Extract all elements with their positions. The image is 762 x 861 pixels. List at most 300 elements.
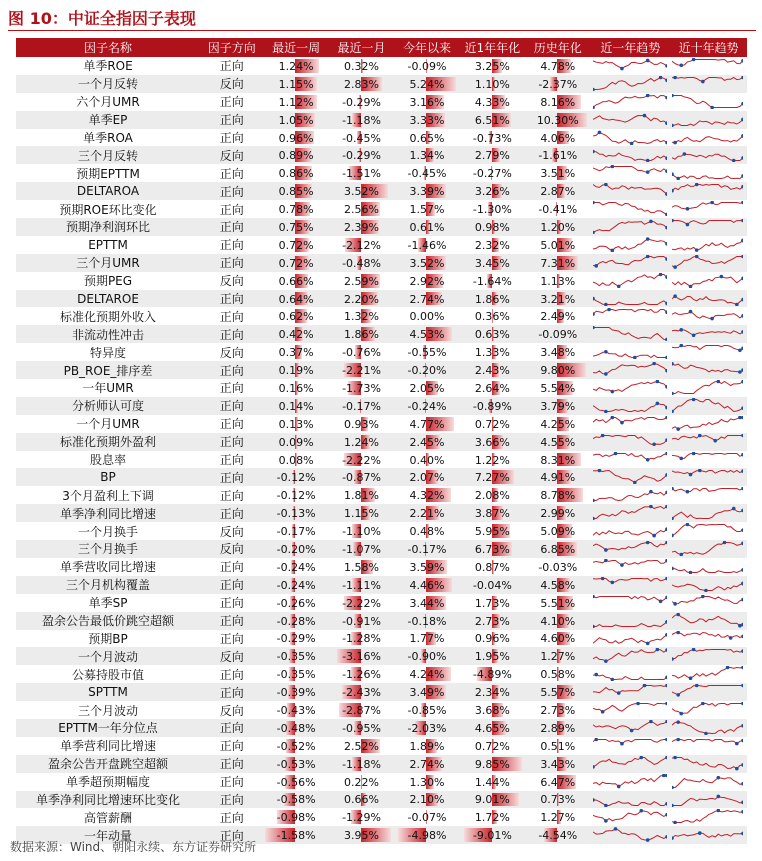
return-cell [263,737,328,755]
return-cell [525,773,590,791]
trend-1y-sparkline [591,647,671,665]
trend-10y-sparkline [670,307,747,325]
trend-1y-sparkline [591,236,671,254]
sparkline-marker [604,302,608,305]
factor-name: 三个月UMR [16,254,200,272]
return-value: -0.55% [407,346,447,360]
trend-1y-sparkline [591,594,671,612]
sparkline-path [593,686,667,694]
return-value: -0.85% [407,704,447,717]
sparkline-marker [741,581,743,585]
return-value: 3.26% [474,185,510,199]
return-cell [394,146,459,164]
factor-direction: 反向 [200,647,263,665]
sparkline [593,255,667,270]
sparkline [593,648,667,663]
factor-direction: 正向 [200,433,263,451]
return-value: -2.87% [342,704,381,717]
factor-direction: 正向 [219,739,244,754]
return-cell [394,719,459,737]
factor-direction: 正向 [219,95,244,110]
sparkline [593,774,667,789]
return-value: -1.26% [342,668,381,682]
return-value: -0.52% [276,739,316,753]
return-value: -0.43% [276,704,316,717]
return-cell [263,218,328,236]
return-cell [525,397,590,415]
return-value: 4.53% [409,328,445,342]
trend-10y-sparkline [670,701,747,719]
return-value: 3.43% [540,757,576,771]
return-value: 0.32% [344,59,379,73]
return-cell [394,236,459,254]
return-value: 2.21% [409,507,445,521]
factor-direction: 反向 [200,540,263,558]
figure-title: 图 10：中证全指因子表现 [8,9,196,28]
return-value: 0.63% [474,328,510,342]
return-cell [263,379,328,397]
trend-1y-sparkline [591,146,671,164]
sparkline-marker [674,265,678,269]
sparkline-marker [649,720,653,723]
trend-1y-sparkline [591,808,671,826]
sparkline-path [593,560,667,565]
return-cell [263,111,328,129]
return-cell [329,665,394,683]
sparkline-marker [665,577,667,580]
return-value: -0.29% [276,632,316,646]
return-value: -1.28% [342,632,381,646]
factor-name: 单季EP [16,111,200,129]
return-value: 3.33% [409,113,445,127]
return-cell [329,486,394,504]
sparkline-path [672,568,743,572]
return-cell [263,773,328,791]
factor-name: 3个月盈利上下调 [62,488,154,503]
sparkline [672,702,743,717]
return-value: 3.79% [540,399,576,413]
factor-direction: 正向 [200,290,263,308]
return-value: 2.52% [344,739,379,753]
factor-name: 一个月UMR [76,417,140,432]
return-value: 2.79% [474,149,510,163]
return-cell [394,129,459,147]
table-row [16,361,747,379]
return-value: 0.98% [474,220,510,234]
factor-name: 一个月换手 [78,524,139,539]
return-cell [460,343,525,361]
table-row [16,182,747,200]
return-value: 0.66% [278,274,314,288]
return-value: 7.27% [474,471,510,485]
return-cell [394,290,459,308]
factor-name: DELTAROA [16,182,200,200]
return-value: -0.48% [276,721,316,735]
return-cell [394,576,459,594]
return-value: 0.19% [278,364,314,378]
return-cell [263,791,328,809]
sparkline-marker [672,123,674,126]
trend-1y-sparkline [591,701,671,719]
return-cell [460,630,525,648]
trend-10y-sparkline [670,129,747,147]
sparkline [593,183,667,198]
sparkline-marker [695,248,699,252]
sparkline-marker [701,595,705,598]
return-value: 1.33% [474,346,510,360]
return-cell [525,486,590,504]
return-value: 2.20% [344,292,379,306]
sparkline-marker [717,794,721,798]
return-cell [329,325,394,343]
return-cell [263,75,328,93]
return-value: 3.39% [409,185,445,199]
return-cell [525,612,590,630]
return-cell [329,57,394,75]
trend-1y-sparkline [591,200,671,218]
return-cell [460,468,525,486]
sparkline [672,774,743,789]
return-value: -0.24% [276,560,316,574]
sparkline-marker [741,832,743,836]
return-value: -0.91% [342,614,381,628]
sparkline [593,469,667,484]
return-cell [460,826,525,844]
sparkline-marker [649,490,653,494]
return-cell [460,791,525,809]
return-value: 2.45% [409,435,445,449]
sparkline-marker [683,153,687,157]
sparkline-marker [594,264,598,268]
sparkline-path [672,256,743,267]
return-cell [394,522,459,540]
return-value: 0.48% [409,525,445,539]
return-cell [460,93,525,111]
sparkline-path [593,471,667,483]
return-value: 1.20% [540,220,576,234]
sparkline-path [593,167,667,173]
return-cell [329,182,394,200]
sparkline-marker [677,720,681,724]
return-cell [525,683,590,701]
return-cell [525,755,590,773]
sparkline-marker [610,678,614,681]
sparkline-path [672,686,743,695]
table-row [16,665,747,683]
return-value: 3.52% [344,185,379,199]
factor-direction: 反向 [200,75,263,93]
factor-name: 标准化预期外收入 [60,309,157,324]
return-value: -2.22% [342,596,381,610]
return-value: -0.26% [276,596,316,610]
factor-name: 高管薪酬 [84,810,133,825]
factor-name: BP [16,468,200,486]
trend-10y-sparkline [670,576,747,594]
sparkline-path [672,489,743,492]
return-value: -0.17% [407,542,447,556]
sparkline-marker [692,648,696,651]
sparkline-path [593,507,667,519]
sparkline-marker [674,821,678,824]
sparkline [672,756,743,771]
return-value: -0.18% [407,614,447,628]
return-cell [460,164,525,182]
return-value: 1.05% [278,113,314,127]
return-cell [263,451,328,469]
return-cell [329,826,394,844]
return-value: 9.01% [474,793,510,807]
return-value: 3.48% [540,346,576,360]
trend-1y-sparkline [591,630,671,648]
trend-10y-sparkline [670,558,747,576]
return-cell [460,290,525,308]
return-cell [525,57,590,75]
sparkline-marker [672,785,674,788]
return-value: 3.59% [409,560,445,574]
return-value: 1.77% [409,632,445,646]
sparkline-marker [620,67,624,71]
sparkline-marker [704,732,708,735]
return-cell [263,415,328,433]
sparkline-marker [613,827,617,831]
sparkline [672,505,743,520]
table-row [16,630,747,648]
return-value: 0.72% [278,238,314,252]
return-cell [394,737,459,755]
table-row [16,683,747,701]
return-value: 1.24% [278,59,314,73]
sparkline-path [593,274,667,286]
trend-10y-sparkline [670,218,747,236]
sparkline-marker [607,308,611,311]
factor-name: 一个月波动 [16,647,200,665]
trend-1y-sparkline [591,433,671,451]
sparkline-marker [741,416,743,419]
sparkline-path [672,596,743,603]
sparkline-marker [655,380,659,383]
header-row [16,38,747,57]
return-value: -1.73% [342,381,381,395]
sparkline-marker [600,710,604,714]
sparkline-marker [738,624,742,628]
sparkline-marker [692,452,696,455]
sparkline-path [593,352,667,358]
return-cell [329,343,394,361]
factor-direction: 正向 [219,202,244,217]
sparkline [672,648,743,663]
return-value: -4.98% [407,829,447,843]
sparkline-path [593,775,667,786]
return-cell [263,826,328,844]
return-value: 0.09% [278,435,314,449]
return-value: -1.07% [342,542,381,556]
trend-10y-sparkline [670,773,747,791]
return-cell [329,379,394,397]
return-value: 2.08% [474,489,510,503]
return-cell [394,164,459,182]
sparkline-marker [674,602,678,606]
factor-name: 单季ROE [83,59,133,74]
return-cell [394,111,459,129]
sparkline [672,541,743,556]
sparkline [593,505,667,520]
return-cell [460,379,525,397]
sparkline [672,112,743,127]
sparkline-marker [593,201,595,204]
return-cell [329,254,394,272]
return-cell [329,701,394,719]
return-value: 0.87% [474,560,510,574]
sparkline-marker [680,328,684,332]
return-cell [263,361,328,379]
factor-direction: 正向 [219,131,244,145]
table-row [16,325,747,343]
return-cell [394,504,459,522]
table-row [16,75,747,93]
factor-name: 六个月UMR [76,95,140,110]
sparkline-marker [672,658,674,662]
return-cell [263,343,328,361]
sparkline [672,684,743,699]
sparkline-marker [686,523,690,526]
return-cell [460,522,525,540]
table-row [16,647,747,665]
sparkline [593,219,667,234]
factor-name: EPTTM一年分位点 [16,719,200,737]
return-cell [525,236,590,254]
sparkline-path [672,312,743,319]
return-cell [263,146,328,164]
return-cell [329,791,394,809]
trend-10y-sparkline [670,647,747,665]
sparkline-marker [655,402,659,406]
factor-name: 单季净利同比增速环比变化 [16,791,200,809]
sparkline-marker [672,219,674,222]
return-value: 3.51% [540,167,576,181]
factor-name: 单季营利同比增速 [60,739,157,754]
trend-1y-sparkline [591,683,671,701]
sparkline-path [672,135,743,142]
return-value: 1.57% [409,203,445,217]
return-value: 2.43% [474,364,510,378]
sparkline-path [672,583,743,590]
sparkline-marker [665,338,667,341]
factor-name: PB_ROE_排序差 [16,361,200,379]
sparkline-marker [645,541,649,544]
return-cell [525,254,590,272]
return-cell [525,791,590,809]
sparkline [672,595,743,610]
sparkline-marker [665,684,667,687]
sparkline-path [593,704,667,712]
table-row [16,594,747,612]
return-value: 4.55% [540,435,576,449]
return-value: -1.30% [472,203,512,217]
sparkline-marker [720,274,724,278]
return-cell [525,129,590,147]
sparkline [672,666,743,681]
sparkline [672,291,743,306]
trend-1y-sparkline [591,325,671,343]
return-value: 0.64% [278,292,314,306]
return-value: 3.87% [474,507,510,521]
factor-name: 一年UMR [82,381,134,396]
factor-direction: 正向 [219,381,244,396]
sparkline [672,434,743,449]
table-row [16,218,747,236]
return-cell [525,164,590,182]
return-value: 9.85% [474,757,510,771]
sparkline-path [593,435,667,444]
return-cell [460,325,525,343]
factor-name: 三个月波动 [78,703,139,718]
return-value: 3.95% [344,829,379,843]
sparkline-path [672,77,743,81]
return-cell [263,468,328,486]
return-cell [525,451,590,469]
return-cell [263,808,328,826]
table-row [16,808,747,826]
sparkline [672,273,743,288]
return-cell [329,307,394,325]
return-value: 8.16% [540,95,576,109]
sparkline-marker [741,810,743,814]
sparkline [672,94,743,109]
return-value: 2.49% [540,310,576,324]
sparkline-marker [649,220,653,224]
return-cell [329,773,394,791]
return-value: -0.56% [276,775,316,789]
sparkline-marker [741,568,743,572]
table-row [16,111,747,129]
sparkline-marker [604,410,608,413]
col-last-week: 最近一周 [263,38,328,57]
sparkline [593,577,667,592]
factor-name: 预期净利润环比 [16,218,200,236]
return-cell [394,379,459,397]
sparkline-marker [672,94,674,97]
trend-1y-sparkline [591,451,671,469]
sparkline [593,398,667,413]
return-value: 2.56% [344,203,379,217]
return-value: 0.37% [278,346,314,360]
col-10y-trend: 近十年趋势 [670,38,747,57]
sparkline [593,756,667,771]
sparkline-path [672,296,743,304]
return-value: 4.60% [540,632,576,646]
return-value: -0.24% [276,578,316,592]
sparkline-path [672,739,743,743]
return-cell [460,665,525,683]
return-cell [263,129,328,147]
factor-direction: 反向 [219,345,244,360]
col-ytd: 今年以来 [394,38,459,57]
sparkline-path [593,203,667,215]
trend-10y-sparkline [670,236,747,254]
factor-name: DELTAROE [16,290,200,308]
sparkline-marker [645,255,649,258]
sparkline-path [593,650,667,662]
return-cell [263,576,328,594]
sparkline-marker [672,362,674,366]
sparkline-marker [692,334,696,338]
return-value: 0.96% [474,632,510,646]
return-cell [460,218,525,236]
return-cell [460,361,525,379]
return-value: 2.07% [409,471,445,485]
sparkline-marker [593,624,595,627]
sparkline-marker [593,595,595,598]
